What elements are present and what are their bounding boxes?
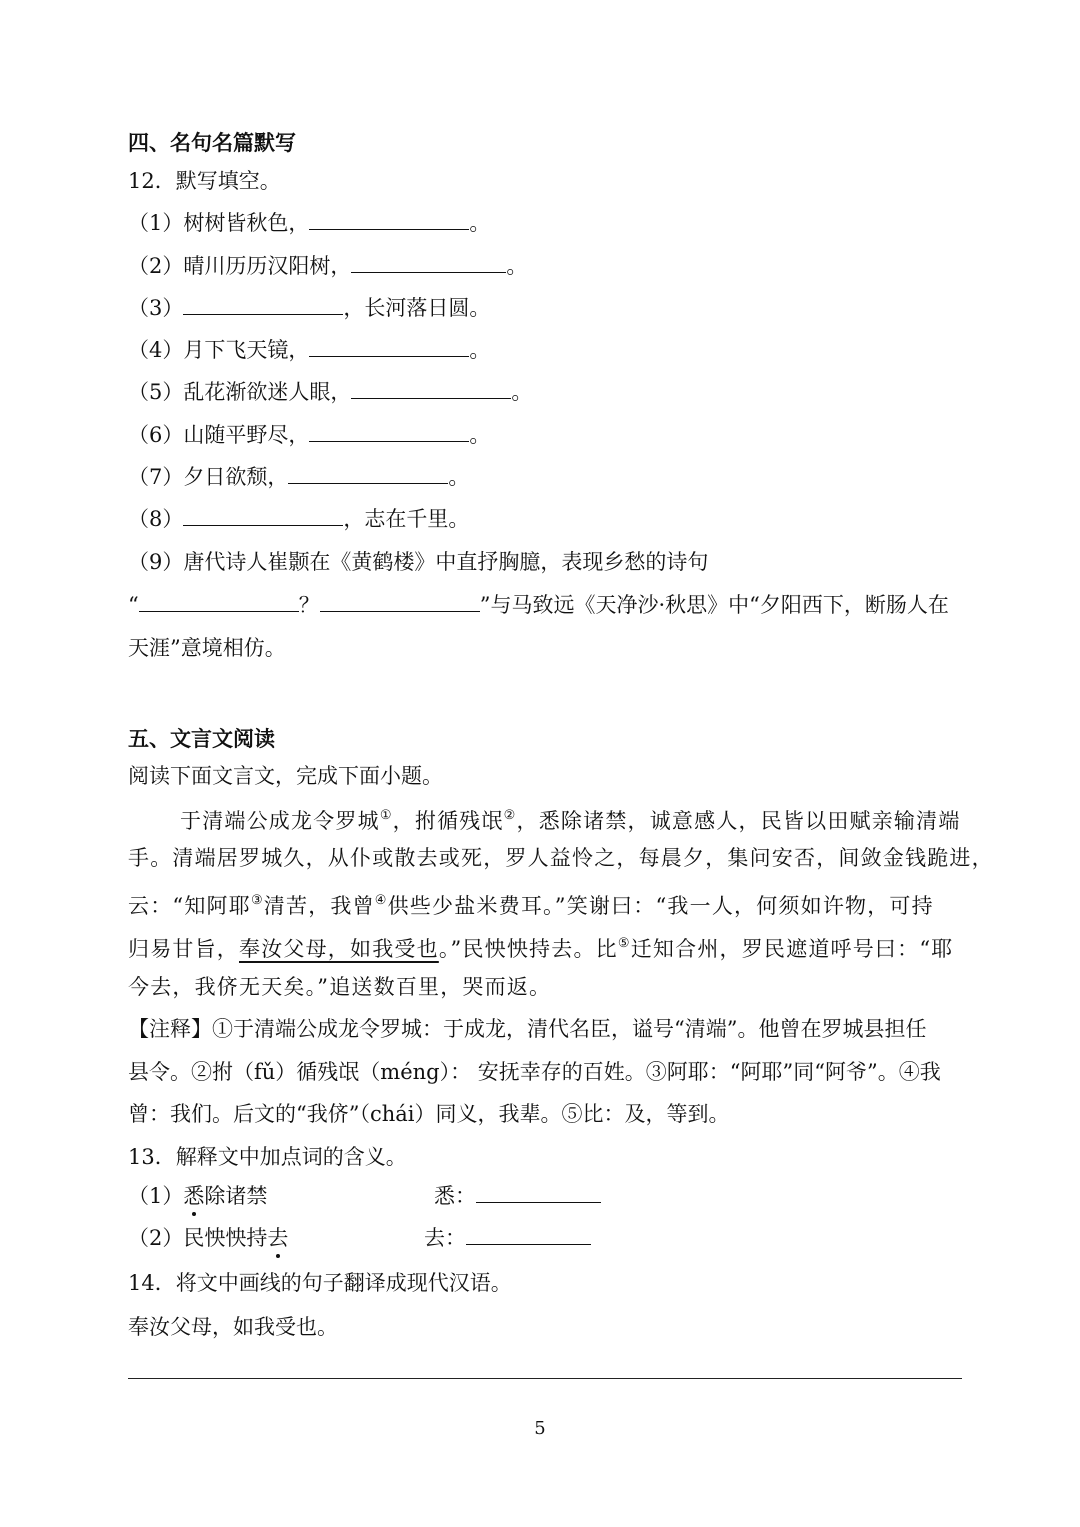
passage-text: ，拊循残氓 xyxy=(392,809,504,833)
fill-item-8-text: （8） xyxy=(128,507,184,531)
q13-answer-1 xyxy=(434,1181,601,1211)
passage-line-4 xyxy=(128,929,953,964)
answer-blank-1[interactable] xyxy=(309,209,469,230)
answer-blank-3[interactable] xyxy=(183,294,343,315)
passage-text: ，悉除诸禁，诚意感人，民皆以田赋亲输清端 xyxy=(516,809,961,833)
fill-item-3 xyxy=(128,293,490,323)
reading-intro: 阅读下面文言文，完成下面小题。 xyxy=(128,764,443,788)
fill-item-9-line3: 天涯”意境相仿。 xyxy=(128,636,286,660)
section-5-title: 五、文言文阅读 xyxy=(128,726,275,751)
fill-item-4-text: （4）月下飞天镜， xyxy=(128,338,310,362)
question-13-item-2 xyxy=(128,1223,288,1253)
passage-text: 迁知合州，罗民遮道呼号曰：“耶 xyxy=(630,937,954,961)
note-ref-4: ④ xyxy=(374,893,388,908)
q13-item-2-text: （2）民怏怏持 xyxy=(128,1226,268,1250)
fill-item-2 xyxy=(128,251,527,281)
fill-item-9-line2 xyxy=(128,590,949,620)
passage-text: 清苦，我曾 xyxy=(263,894,375,918)
fill-item-3-end: ，长河落日圆。 xyxy=(343,296,491,320)
passage-line-5: 今去，我侪无天矣。”追送数百里，哭而返。 xyxy=(128,975,552,999)
passage-line-1 xyxy=(180,801,961,836)
q13-label-1: 悉： xyxy=(434,1184,476,1208)
question-14-title: 14．将文中画线的句子翻译成现代汉语。 xyxy=(128,1271,512,1295)
fill-item-9-after: ”与马致远《天净沙·秋思》中“夕阳西下，断肠人在 xyxy=(479,593,949,617)
fill-item-5-text: （5）乱花渐欲迷人眼， xyxy=(128,380,352,404)
answer-blank-13a[interactable] xyxy=(476,1182,601,1203)
notes-line-3: 曾：我们。后文的“我侪”（chái）同义，我辈。⑤比：及，等到。 xyxy=(128,1102,730,1126)
passage-text: 归易甘旨， xyxy=(128,937,239,961)
note-ref-3: ③ xyxy=(250,893,264,908)
fill-item-7-text: （7）夕日欲颓， xyxy=(128,465,289,489)
section-4-title: 四、名句名篇默写 xyxy=(128,130,296,155)
fill-item-2-end: 。 xyxy=(506,254,528,278)
fill-item-1 xyxy=(128,208,490,238)
q13-answer-2 xyxy=(424,1223,591,1253)
fill-item-8 xyxy=(128,504,469,534)
q13-item-1-text: 除诸禁 xyxy=(204,1184,268,1208)
fill-item-1-end: 。 xyxy=(469,211,491,235)
passage-text: 供些少盐米费耳。”笑谢曰：“我一人，何须如许物，可持 xyxy=(387,894,934,918)
fill-item-7 xyxy=(128,462,469,492)
note-ref-5: ⑤ xyxy=(617,936,631,951)
fill-item-9-line1: （9）唐代诗人崔颢在《黄鹤楼》中直抒胸臆，表现乡愁的诗句 xyxy=(128,550,709,574)
question-13-title: 13．解释文中加点词的含义。 xyxy=(128,1145,407,1169)
dotted-word-2: 去 xyxy=(267,1226,289,1250)
dotted-word-1: 悉 xyxy=(183,1184,205,1208)
passage-text: 于清端公成龙令罗城 xyxy=(180,809,380,833)
question-14-sentence: 奉汝父母，如我受也。 xyxy=(128,1315,338,1339)
question-mark: ？ xyxy=(298,593,320,617)
passage-text: 。”民怏怏持去。比 xyxy=(438,937,618,961)
fill-item-5 xyxy=(128,377,532,407)
notes-line-1: 【注释】①于清端公成龙令罗城：于成龙，清代名臣，谥号“清端”。他曾在罗城县担任 xyxy=(128,1017,927,1041)
note-ref-1: ① xyxy=(379,808,393,823)
page-number: 5 xyxy=(534,1418,546,1439)
answer-blank-8[interactable] xyxy=(183,505,343,526)
answer-blank-9a[interactable] xyxy=(139,591,299,612)
fill-item-6 xyxy=(128,420,490,450)
notes-line-2: 县令。②拊（fǔ）循残氓（méng）： 安抚幸存的百姓。③阿耶：“阿耶”同“阿爷”。④我 xyxy=(128,1060,941,1084)
passage-line-3 xyxy=(128,886,934,921)
fill-item-2-text: （2）晴川历历汉阳树， xyxy=(128,254,352,278)
answer-blank-13b[interactable] xyxy=(466,1224,591,1245)
answer-blank-7[interactable] xyxy=(288,463,448,484)
passage-text: 云：“知阿耶 xyxy=(128,894,251,918)
answer-blank-6[interactable] xyxy=(309,421,469,442)
fill-item-6-end: 。 xyxy=(469,423,491,447)
question-12-title: 12．默写填空。 xyxy=(128,169,281,193)
fill-item-5-end: 。 xyxy=(511,380,533,404)
q13-label-2: 去： xyxy=(424,1226,466,1250)
answer-blank-5[interactable] xyxy=(351,378,511,399)
answer-blank-2[interactable] xyxy=(351,252,506,273)
fill-item-7-end: 。 xyxy=(448,465,470,489)
answer-blank-4[interactable] xyxy=(309,336,469,357)
fill-item-1-text: （1）树树皆秋色， xyxy=(128,211,310,235)
open-quote: “ xyxy=(128,593,139,617)
fill-item-6-text: （6）山随平野尽， xyxy=(128,423,310,447)
fill-item-4 xyxy=(128,335,490,365)
answer-blank-9b[interactable] xyxy=(320,591,480,612)
note-ref-2: ② xyxy=(503,808,517,823)
fill-item-4-end: 。 xyxy=(469,338,491,362)
fill-item-8-end: ，志在千里。 xyxy=(343,507,470,531)
passage-line-2: 手。清端居罗城久，从仆或散去或死，罗人益怜之，每晨夕，集问安否，间敛金钱跪进， xyxy=(128,846,994,870)
question-13-item-1 xyxy=(128,1181,267,1211)
fill-item-3-text: （3） xyxy=(128,296,184,320)
q13-item-1-number: （1） xyxy=(128,1184,184,1208)
underlined-sentence: 奉汝父母，如我受也 xyxy=(239,937,439,961)
footer-divider xyxy=(128,1378,962,1379)
